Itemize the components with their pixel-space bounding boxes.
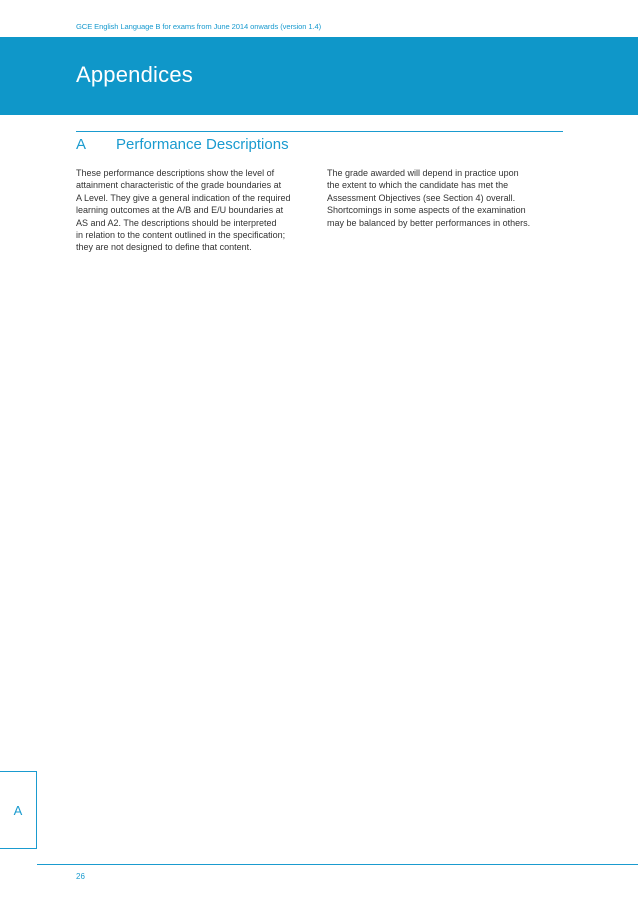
section-letter: A bbox=[76, 136, 87, 153]
right-column-paragraph bbox=[327, 167, 563, 229]
paragraph-line: they are not designed to define that content. bbox=[76, 242, 252, 253]
paragraph-line: the extent to which the candidate has met the bbox=[327, 180, 509, 191]
page-title: Appendices bbox=[76, 62, 193, 87]
section-title: Performance Descriptions bbox=[116, 136, 289, 153]
section-divider bbox=[76, 131, 563, 132]
section-heading bbox=[76, 136, 289, 153]
paragraph-line: learning outcomes at the A/B and E/U boundaries at bbox=[76, 205, 284, 216]
page-number: 26 bbox=[76, 872, 85, 881]
paragraph-line: These performance descriptions show the level of bbox=[76, 168, 275, 178]
title-banner bbox=[0, 37, 638, 115]
paragraph-line: The grade awarded will depend in practice upon bbox=[327, 168, 519, 178]
paragraph-line: may be balanced by better performances in others. bbox=[327, 217, 531, 228]
appendix-side-tab bbox=[0, 771, 37, 849]
paragraph-line: attainment characteristic of the grade boundaries at bbox=[76, 180, 282, 191]
paragraph-line: Shortcomings in some aspects of the examination bbox=[327, 205, 526, 216]
paragraph-line: in relation to the content outlined in the specification; bbox=[76, 230, 286, 241]
running-header: GCE English Language B for exams from June 2014 onwards (version 1.4) bbox=[76, 22, 322, 31]
paragraph-line: AS and A2. The descriptions should be interpreted bbox=[76, 217, 277, 228]
footer-divider bbox=[37, 864, 638, 865]
paragraph-line: Assessment Objectives (see Section 4) overall. bbox=[327, 192, 516, 203]
left-column-paragraph bbox=[76, 167, 312, 254]
side-tab-letter: A bbox=[13, 803, 23, 818]
paragraph-line: A Level. They give a general indication of the required bbox=[76, 192, 291, 203]
